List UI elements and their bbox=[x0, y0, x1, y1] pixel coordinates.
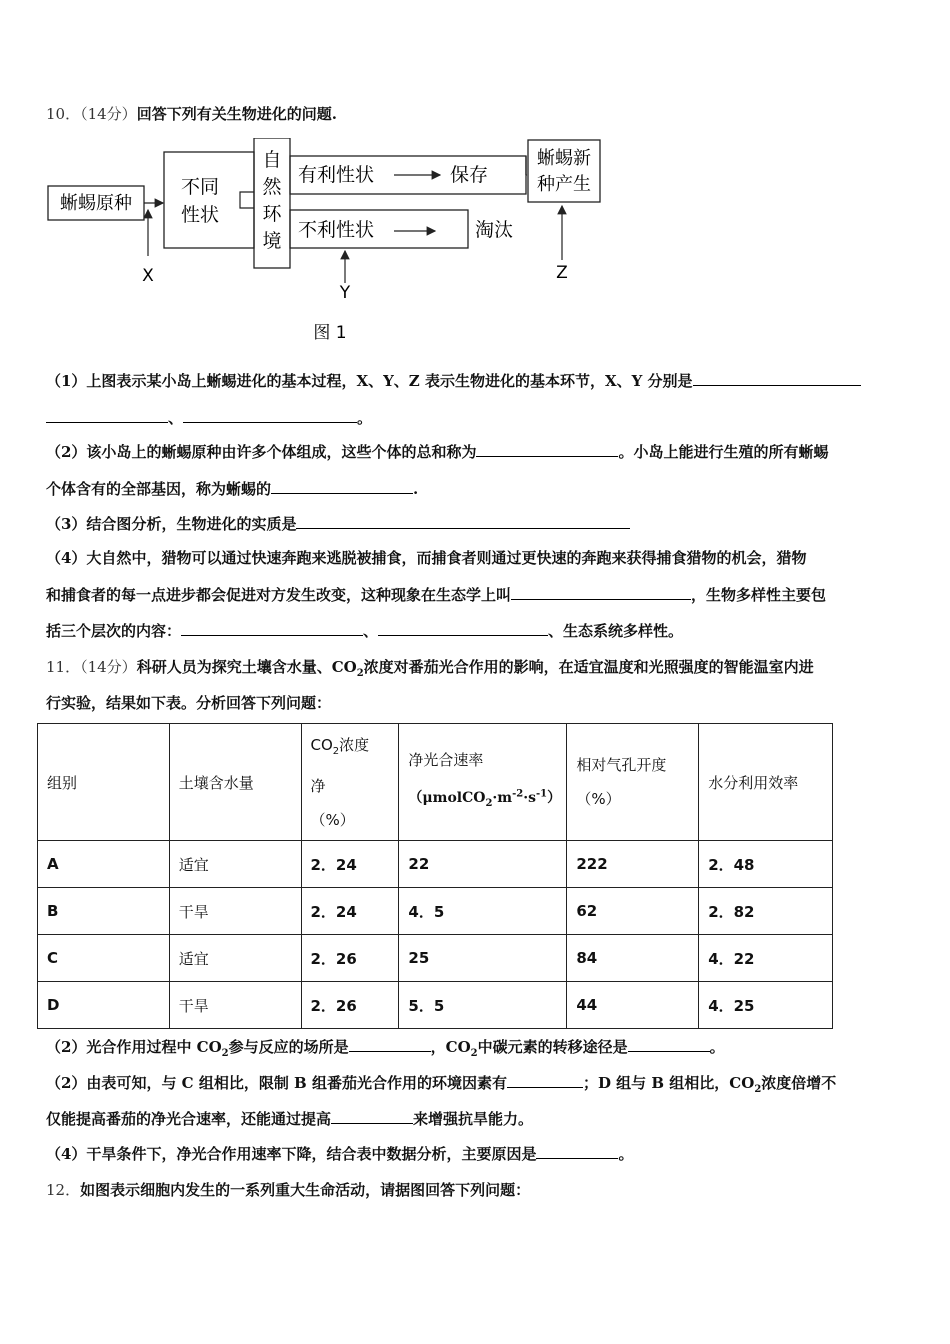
cell-stomata: 44 bbox=[567, 982, 699, 1029]
label-x: X bbox=[142, 266, 154, 286]
q11-s4-text: （4）干旱条件下，净光合作用速率下降，结合表中数据分析，主要原因是 bbox=[46, 1145, 537, 1163]
q11-s2-a: （2）由表可知，与 C 组相比，限制 B 组番茄光合作用的环境因素有 bbox=[46, 1074, 507, 1092]
q10-p4-line2 bbox=[46, 584, 826, 605]
q10-p2-line2-text: 个体含有的全部基因，称为蜥蜴的 bbox=[46, 480, 272, 498]
q10-p4-sep: 、 bbox=[363, 622, 379, 640]
q10-p1-text: （1）上图表示某小岛上蜥蜴进化的基本过程，X、Y、Z 表示生物进化的基本环节，X、Y 分别是 bbox=[46, 372, 693, 390]
env-char-1: 自 bbox=[262, 149, 282, 171]
q11-s1-a: （2）光合作用过程中 CO bbox=[46, 1038, 222, 1056]
q11-s1-e: 。 bbox=[709, 1038, 725, 1056]
traits-label-line2: 性状 bbox=[180, 204, 220, 226]
q11-number: 11． bbox=[46, 658, 81, 676]
cell-rate: 4．5 bbox=[399, 888, 567, 935]
q10-p1-end: 。 bbox=[357, 409, 373, 427]
q11-s1 bbox=[46, 1036, 725, 1059]
header-net-rate: 净光合速率 $(\mu molCO_2\cdot m^{-2}\cdot s^{-1})$ bbox=[399, 724, 567, 841]
q10-p4-line1 bbox=[46, 547, 806, 568]
q10-p2-text-end: 。小岛上能进行生殖的所有蜥蜴 bbox=[618, 443, 829, 461]
q12-prompt: 如图表示细胞内发生的一系列重大生命活动，请据图回答下列问题： bbox=[80, 1181, 531, 1199]
blank-limiting-factor[interactable] bbox=[507, 1073, 583, 1088]
q10-p4-line3 bbox=[46, 620, 683, 641]
cell-stomata: 84 bbox=[567, 935, 699, 982]
cell-co2: 2．26 bbox=[301, 935, 399, 982]
cell-group: C bbox=[38, 935, 170, 982]
blank-x[interactable] bbox=[693, 371, 861, 386]
q10-p2-line1 bbox=[46, 441, 828, 462]
cell-group: B bbox=[38, 888, 170, 935]
q10-score: （14分） bbox=[80, 105, 137, 123]
header-soil: 土壤含水量 bbox=[169, 724, 301, 841]
q12-number: 12． bbox=[46, 1181, 81, 1199]
table-row bbox=[38, 888, 833, 935]
sub-2: 2 bbox=[754, 1084, 762, 1095]
q10-p2-line2 bbox=[46, 478, 418, 499]
results-table bbox=[37, 723, 833, 1029]
cell-rate: 22 bbox=[399, 841, 567, 888]
q11-score: （14分） bbox=[80, 658, 137, 676]
blank-carbon-path[interactable] bbox=[628, 1037, 710, 1052]
table-header-row bbox=[38, 724, 833, 841]
sub-2: 2 bbox=[356, 668, 364, 679]
header-water-efficiency: 水分利用效率 bbox=[699, 724, 833, 841]
sub-2: 2 bbox=[221, 1048, 229, 1059]
evolution-diagram bbox=[40, 138, 620, 348]
traits-label-line1: 不同 bbox=[180, 176, 220, 198]
blank-y[interactable] bbox=[183, 408, 357, 423]
cell-co2: 2．26 bbox=[301, 982, 399, 1029]
q11-s2-b: ；D 组与 B 组相比，CO bbox=[582, 1074, 755, 1092]
new-species-line1: 蜥蜴新 bbox=[537, 148, 591, 169]
blank-species-diversity[interactable] bbox=[378, 621, 548, 636]
blank-x-cont[interactable] bbox=[46, 408, 168, 423]
q11-s2-line2-end: 来增强抗旱能力。 bbox=[413, 1110, 534, 1128]
cell-soil: 适宜 bbox=[169, 841, 301, 888]
q11-s1-c: ，CO bbox=[430, 1038, 471, 1056]
q11-s4-end: 。 bbox=[618, 1145, 634, 1163]
favorable-label: 有利性状 bbox=[298, 164, 375, 186]
blank-co2-site[interactable] bbox=[349, 1037, 431, 1052]
header-co2: $CO_2$浓度 净 （%） bbox=[301, 724, 399, 841]
cell-water: 4．22 bbox=[699, 935, 833, 982]
cell-water: 2．48 bbox=[699, 841, 833, 888]
q11-s2-line1 bbox=[46, 1072, 836, 1095]
blank-gene-pool[interactable] bbox=[271, 479, 413, 494]
cell-soil: 干旱 bbox=[169, 982, 301, 1029]
blank-essence[interactable] bbox=[296, 514, 630, 529]
table-row bbox=[38, 982, 833, 1029]
cell-water: 2．82 bbox=[699, 888, 833, 935]
q10-p4-line2-end: ，生物多样性主要包 bbox=[691, 586, 827, 604]
q11-prompt-a: 科研人员为探究土壤含水量、CO bbox=[136, 658, 357, 676]
cell-group: D bbox=[38, 982, 170, 1029]
cell-water: 4．25 bbox=[699, 982, 833, 1029]
blank-coevolution[interactable] bbox=[511, 585, 691, 600]
cell-rate: 5．5 bbox=[399, 982, 567, 1029]
keep-label: 保存 bbox=[450, 164, 489, 186]
q10-p4-line3-text: 括三个层次的内容： bbox=[46, 622, 182, 640]
header-stomata: 相对气孔开度 （%） bbox=[567, 724, 699, 841]
q10-heading bbox=[46, 103, 337, 124]
sub-2: 2 bbox=[470, 1048, 478, 1059]
env-char-3: 环 bbox=[262, 203, 282, 225]
q11-heading bbox=[46, 656, 814, 679]
env-char-4: 境 bbox=[262, 230, 282, 252]
unfavorable-label: 不利性状 bbox=[298, 219, 375, 241]
cell-soil: 干旱 bbox=[169, 888, 301, 935]
label-y: Y bbox=[339, 283, 351, 303]
table-row bbox=[38, 841, 833, 888]
cell-stomata: 62 bbox=[567, 888, 699, 935]
table-row bbox=[38, 935, 833, 982]
q11-s2-c: 浓度倍增不 bbox=[761, 1074, 837, 1092]
q10-number: 10． bbox=[46, 105, 81, 123]
cell-group: A bbox=[38, 841, 170, 888]
q12-heading bbox=[46, 1179, 530, 1200]
blank-main-reason[interactable] bbox=[536, 1144, 618, 1159]
q11-s1-b: 参与反应的场所是 bbox=[228, 1038, 349, 1056]
q11-prompt-line2 bbox=[46, 692, 331, 713]
q11-s2-line2-text: 仅能提高番茄的净光合速率，还能通过提高 bbox=[46, 1110, 332, 1128]
q10-p3-text: （3）结合图分析，生物进化的实质是 bbox=[46, 515, 297, 533]
q10-p1-line2 bbox=[46, 407, 372, 428]
new-species-line2: 种产生 bbox=[537, 174, 591, 195]
q10-p1-sep: 、 bbox=[168, 409, 184, 427]
label-z: Z bbox=[556, 263, 568, 283]
q10-p2-text: （2）该小岛上的蜥蜴原种由许多个体组成，这些个体的总和称为 bbox=[46, 443, 477, 461]
q10-prompt: 回答下列有关生物进化的问题. bbox=[136, 105, 337, 123]
blank-population[interactable] bbox=[476, 442, 618, 457]
q11-prompt-line2-text: 行实验，结果如下表。分析回答下列问题： bbox=[46, 694, 332, 712]
cell-co2: 2．24 bbox=[301, 841, 399, 888]
eliminate-label: 淘汰 bbox=[475, 219, 514, 241]
q11-s4 bbox=[46, 1143, 633, 1164]
q10-p2-line2-end: . bbox=[413, 480, 419, 498]
blank-drought-resist[interactable] bbox=[331, 1109, 413, 1124]
q10-p4-line2-text: 和捕食者的每一点进步都会促进对方发生改变，这种现象在生态学上叫 bbox=[46, 586, 512, 604]
q10-p1-line1 bbox=[46, 370, 861, 391]
env-char-2: 然 bbox=[262, 176, 282, 198]
q10-p3 bbox=[46, 513, 630, 534]
figure-caption: 图 1 bbox=[313, 323, 347, 343]
header-group: 组别 bbox=[38, 724, 170, 841]
cell-co2: 2．24 bbox=[301, 888, 399, 935]
q11-s2-line2 bbox=[46, 1108, 533, 1129]
q11-prompt-b: 浓度对番茄光合作用的影响，在适宜温度和光照强度的智能温室内进 bbox=[363, 658, 814, 676]
q10-p4-text: （4）大自然中，猎物可以通过快速奔跑来逃脱被捕食，而捕食者则通过更快速的奔跑来获得捕食猎物的机会，猎物 bbox=[46, 549, 807, 567]
blank-genetic-diversity[interactable] bbox=[181, 621, 363, 636]
q10-p4-line3-end: 、生态系统多样性。 bbox=[548, 622, 684, 640]
bracket bbox=[240, 192, 254, 208]
origin-species-label: 蜥蜴原种 bbox=[60, 193, 132, 214]
q11-s1-d: 中碳元素的转移途径是 bbox=[477, 1038, 628, 1056]
cell-rate: 25 bbox=[399, 935, 567, 982]
cell-stomata: 222 bbox=[567, 841, 699, 888]
cell-soil: 适宜 bbox=[169, 935, 301, 982]
